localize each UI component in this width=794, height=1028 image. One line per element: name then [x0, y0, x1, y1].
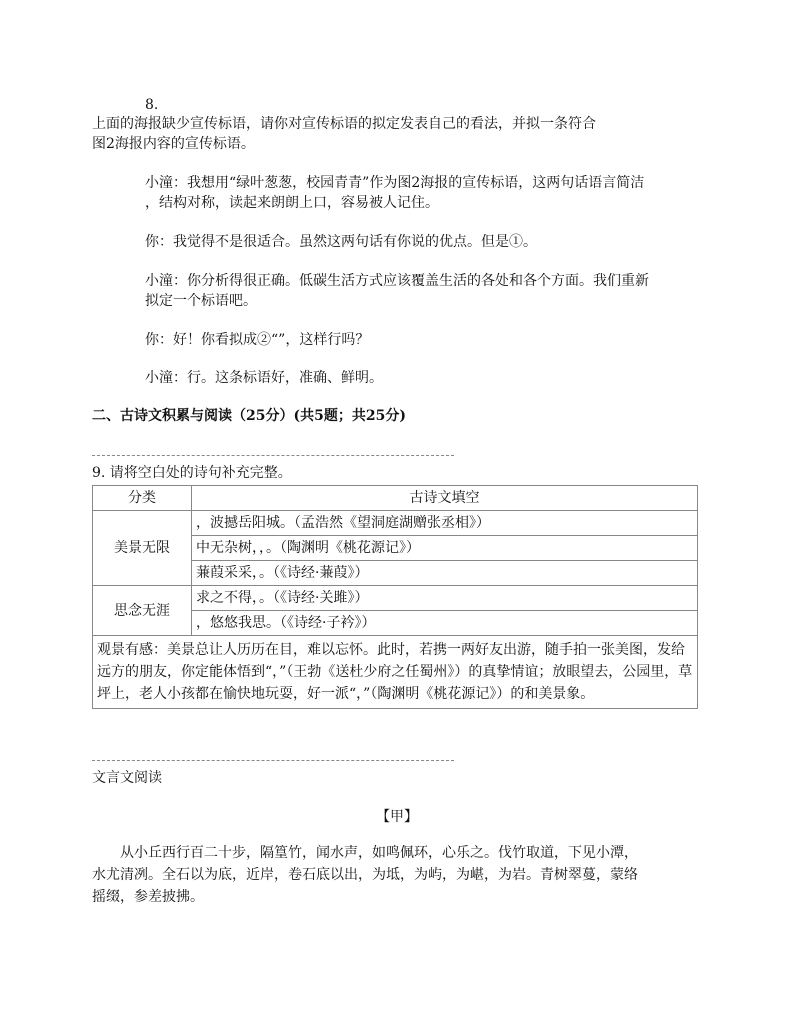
note-cell: 观景有感：美景总让人历历在目，难以忘怀。此时，若携一两好友出游，随手拍一张美图，发给远方的朋友，你定能体悟到“，”（王勃《送杜少府之任蜀州》）的真挚情谊；放眼望去，公园里，草坪上，老人小孩都在愉快地玩耍，好一派“，”（陶渊明《桃花源记》）的和美景象。 [93, 636, 698, 709]
passage-label: 【甲】 [376, 809, 418, 825]
passage-line: 摇缀，参差披拂。 [92, 889, 204, 905]
category-cell: 美景无限 [93, 511, 192, 586]
table-header-fill: 古诗文填空 [192, 486, 698, 511]
dialog-line: 你：我觉得不是很适合。虽然这两句话有你说的优点。但是①。 [145, 234, 537, 250]
reading-title: 文言文阅读 [92, 770, 162, 786]
table-row [93, 636, 698, 709]
dialog-line: 你：好！你看拟成②“”，这样行吗？ [145, 332, 370, 348]
question-prompt-line: 图2海报内容的宣传标语。 [92, 136, 255, 152]
table-header-row [93, 486, 698, 511]
dialog-line: 小潼：你分析得很正确。低碳生活方式应该覆盖生活的各处和各个方面。我们重新 [145, 273, 649, 289]
section-heading: 二、古诗文积累与阅读（25分）(共5题；共25分) [92, 408, 406, 424]
fill-cell: 求之不得，。（《诗经·关雎》） [192, 586, 698, 611]
question-number: 8. [145, 97, 159, 113]
dialog-line: 小潼：行。这条标语好，准确、鲜明。 [145, 370, 383, 386]
table-row [93, 511, 698, 536]
passage-line: 从小丘西行百二十步，隔篁竹，闻水声，如鸣佩环，心乐之。伐竹取道，下见小潭， [120, 845, 638, 861]
divider [92, 455, 454, 456]
passage-line: 水尤清冽。全石以为底，近岸，卷石底以出，为坻，为屿，为嵁，为岩。青树翠蔓，蒙络 [92, 867, 638, 883]
divider [92, 760, 454, 761]
table-header-category: 分类 [93, 486, 192, 511]
dialog-line: ，结构对称，读起来朗朗上口，容易被人记住。 [145, 195, 439, 211]
dialog-line: 小潼：我想用“绿叶葱葱，校园青青”作为图2海报的宣传标语，这两句话语言简洁 [145, 175, 645, 191]
dialog-line: 拟定一个标语吧。 [145, 293, 257, 309]
table-row [93, 586, 698, 611]
question-prompt-line: 上面的海报缺少宣传标语，请你对宣传标语的拟定发表自己的看法，并拟一条符合 [92, 116, 596, 132]
question-prompt: 9. 请将空白处的诗句补充完整。 [92, 465, 292, 481]
poetry-fill-table [92, 485, 698, 709]
category-cell: 思念无涯 [93, 586, 192, 636]
fill-cell: ，波撼岳阳城。（孟浩然《望洞庭湖赠张丞相》） [192, 511, 698, 536]
fill-cell: 蒹葭采采，。（《诗经·蒹葭》） [192, 561, 698, 586]
fill-cell: ，悠悠我思。（《诗经·子衿》） [192, 611, 698, 636]
fill-cell: 中无杂树，，。（陶渊明《桃花源记》） [192, 536, 698, 561]
